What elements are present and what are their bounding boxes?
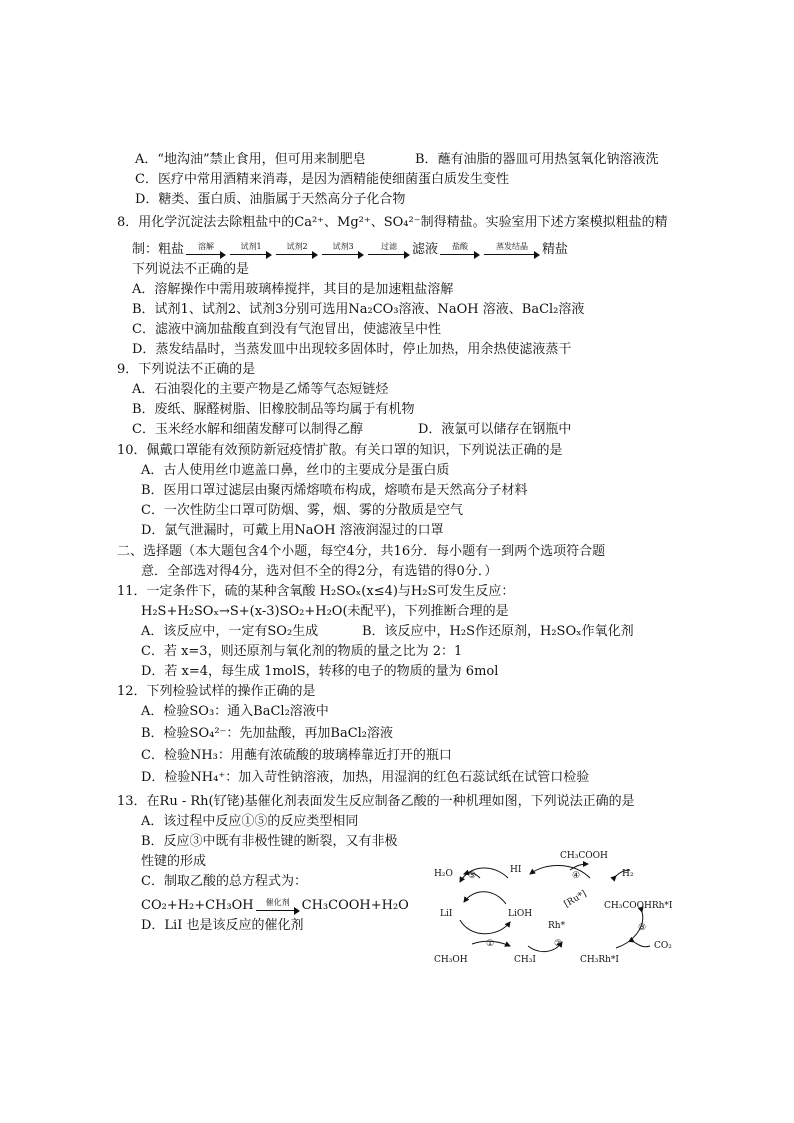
label-step-1: ① [486,939,495,949]
q13-option-a: A．该过程中反应①⑤的反应类型相同 [141,814,359,829]
q13-stem: 13．在Ru - Rh(钌铑)基催化剂表面发生反应制备乙酸的一种机理如图，下列说法正确的是 [117,794,635,809]
q8-option-a: A．溶解操作中需用玻璃棒搅拌，其目的是加速粗盐溶解 [132,282,454,297]
q13-option-b-cont: 性键的形成 [141,854,207,869]
q10-option-b: B．医用口罩过滤层由聚丙烯熔喷布构成，熔喷布是天然高分子材料 [141,483,528,498]
q9-option-d: D．液氯可以储存在钢瓶中 [418,422,572,437]
q12-stem: 12．下列检验试样的操作正确的是 [117,684,316,699]
q12-option-c: C．检验NH₃：用蘸有浓硫酸的玻璃棒靠近打开的瓶口 [141,748,452,763]
section-2-heading: 二、选择题（本大题包含4个小题，每空4分，共16分．每小题有一到两个选项符合题 [117,544,606,559]
label-step-3: ③ [638,923,647,933]
q10-option-c: C．一次性防尘口罩可防烟、雾，烟、雾的分散质是空气 [141,503,463,518]
q8-option-b: B．试剂1、试剂2、试剂3分别可选用Na₂CO₃溶液、NaOH 溶液、BaCl₂溶液 [132,302,585,317]
q8-flow [132,233,568,259]
arrow-lii-to-lioh-top [464,892,506,904]
q13-option-c: C．制取乙酸的总方程式为： [141,874,307,889]
mechanism-diagram [420,842,680,970]
q10-option-d: D．氯气泄漏时，可戴上用NaOH 溶液润湿过的口罩 [141,523,444,538]
label-h2o: H₂O [434,869,453,879]
label-ch3rh: CH₃Rh*I [580,955,619,965]
label-ch3i: CH₃I [514,955,536,965]
q7-option-b: B．蘸有油脂的器皿可用热氢氧化钠溶液洗 [415,152,659,167]
flow-arrow-evaporate: 蒸发结晶 [484,242,540,259]
eq-products: CH₃COOH+H₂O [301,898,409,913]
q8-prompt: 下列说法不正确的是 [132,262,250,277]
q8-flow-product: 精盐 [542,242,569,257]
label-ch3coohrh: CH₃COOHRh*I [604,901,673,911]
q11-equation: H₂S+H₂SOₓ→S+(x-3)SO₂+H₂O(未配平)，下列推断合理的是 [141,604,509,619]
q13-option-b: B．反应③中既有非极性键的断裂，又有非极 [141,834,398,849]
q12-option-a: A．检验SO₃：通入BaCl₂溶液中 [141,704,329,719]
flow-arrow-reagent-2: 试剂2 [276,242,318,259]
q8-stem: 8．用化学沉淀法去除粗盐中的Ca²⁺、Mg²⁺、SO₄²⁻制得精盐。实验室用下述方案模拟粗盐的精 [117,215,668,230]
q9-stem: 9．下列说法不正确的是 [117,362,256,377]
label-lii: LiI [440,909,453,919]
label-step-2: ② [554,939,563,949]
q11-option-d: D．若 x=4，每生成 1molS，转移的电子的物质的量为 6mol [141,664,499,679]
q12-option-b: B．检验SO₄²⁻：先加盐酸，再加BaCl₂溶液 [141,726,394,741]
eq-catalyst-arrow: 催化剂 [256,898,300,915]
q11-option-a: A．该反应中，一定有SO₂生成 [141,624,319,639]
section-2-scoring: 意．全部选对得4分，选对但不全的得2分，有选错的得0分．） [141,564,498,579]
q8-flow-prefix: 制：粗盐 [132,242,185,257]
label-co2: CO₂ [654,941,672,951]
q12-option-d: D．检验NH₄⁺：加入苛性钠溶液，加热，用湿润的红色石蕊试纸在试管口检验 [141,770,590,785]
label-step-5: ⑤ [468,871,477,881]
q7-option-a: A．“地沟油”禁止食用，但可用来制肥皂 [135,152,366,167]
arrow-step-1 [460,920,510,934]
q13-option-d: D．LiI 也是该反应的催化剂 [141,918,304,933]
flow-arrow-reagent-1: 试剂1 [230,242,272,259]
label-hi: HI [510,865,522,875]
q11-option-b: B．该反应中，H₂S作还原剂，H₂SOₓ作氧化剂 [362,624,634,639]
flow-arrow-filter: 过滤 [368,242,410,259]
arrow-ch3cooh-out [570,864,588,870]
flow-arrow-hcl: 盐酸 [440,242,480,259]
q11-option-c: C．若 x=3，则还原剂与氧化剂的物质的量之比为 2：1 [141,644,463,659]
label-lioh: LiOH [508,909,533,919]
q11-stem: 11．一定条件下，硫的某种含氧酸 H₂SOₓ(x≤4)与H₂S可发生反应： [117,584,515,599]
flow-arrow-reagent-3: 试剂3 [322,242,364,259]
q7-option-d: D．糖类、蛋白质、油脂属于天然高分子化合物 [135,192,406,207]
flow-arrow-dissolve: 溶解 [186,242,226,259]
q8-option-d: D．蒸发结晶时，当蒸发皿中出现较多固体时，停止加热，用余热使滤液蒸干 [132,342,572,357]
q8-flow-filtrate: 滤液 [412,242,439,257]
label-rh-catalyst: Rh* [548,921,566,931]
q9-option-b: B．废纸、脲醛树脂、旧橡胶制品等均属于有机物 [132,402,415,417]
q8-option-c: C．滤液中滴加盐酸直到没有气泡冒出，使滤液呈中性 [132,322,441,337]
arrow-co2-in [634,942,650,947]
q9-option-c: C．玉米经水解和细菌发酵可以制得乙醇 [132,422,363,437]
q10-stem: 10．佩戴口罩能有效预防新冠疫情扩散。有关口罩的知识，下列说法正确的是 [117,443,563,458]
label-ch3cooh: CH₃COOH [560,851,608,861]
label-step-4: ④ [572,871,581,881]
eq-reactants: CO₂+H₂+CH₃OH [141,898,254,913]
q7-option-c: C．医疗中常用酒精来消毒，是因为酒精能使细菌蛋白质发生变性 [135,172,509,187]
label-ru-catalyst: [Ru*] [562,889,589,910]
label-ch3oh: CH₃OH [434,955,468,965]
q13-total-equation [141,889,409,915]
q9-option-a: A．石油裂化的主要产物是乙烯等气态短链烃 [132,382,389,397]
arrow-step-4 [530,865,590,878]
label-h2: H₂ [622,869,634,879]
q10-option-a: A．古人使用丝巾遮盖口鼻，丝巾的主要成分是蛋白质 [141,463,450,478]
